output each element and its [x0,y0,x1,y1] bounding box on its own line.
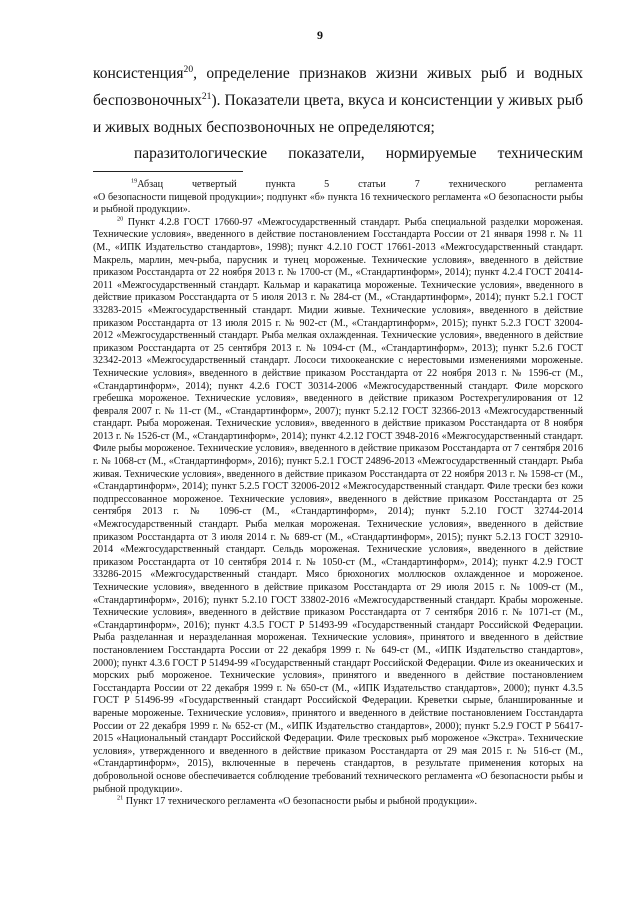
footnotes [93,179,583,809]
footnote-word: 5 [324,179,330,190]
body-word: показатели, [288,145,365,162]
footnote-word: $^{19}$Абзац [131,177,164,190]
footnote-word: регламента [534,179,583,190]
footnote-word: технического [448,179,506,190]
footnote-separator [93,171,243,172]
body-text-2: , определение признаков жизни живых рыб и водных беспозвоночных [93,65,583,109]
body-text-3: ). Показатели цвета, вкуса и консистенции у живых рыб и живых водных беспозвоночных не определяются; [93,92,583,136]
footnote-number-19: 19 [131,177,138,185]
footnote-word: пункта [265,179,296,190]
footnote-20-text: Пункт 4.2.8 ГОСТ 17660-97 «Межгосударственный стандарт. Рыба специальной разделки мороженая. Технические условия», введенного в действие постановлением Госстандарта России от 21 января 1998 г. № 11 (М., «ИПК Издательство стандартов», 1998); пункт 4.2.10 ГОСТ 17661-2013 «Межгосударственный стандарт. Макрель, марлин, меч-рыба, парусник и тунец мороженые. Технические условия», введенного в действие приказом Росстандарта от 22 ноября 2013 г. № 1700-ст (М., «Стандартинформ», 2014); пункт 4.2.4 ГОСТ 20414-2011 «Межгосударственный стандарт. Кальмар и каракатица мороженые. Технические условия», введенного в действие приказом Росстандарта от 5 июля 2013 г. № 284-ст (М., «Стандартинформ», 2014); пункт 5.2.1 ГОСТ 33283-2015 «Межгосударственный стандарт. Мидии живые. Технические условия», введенного в действие приказом Росстандарта от 13 июля 2015 г. № 902-ст (М., «Стандартинформ», 2015); пункт 5.2.3 ГОСТ 32004-2012 «Межгосударственный стандарт. Рыба мелкая охлажденная. Технические условия», введенного в действие приказом Росстандарта от 25 сентября 2013 г. № 1094-ст (М., «Стандартинформ», 2013); пункт 5.2.6 ГОСТ 32342-2013 «Межгосударственный стандарт. Лососи тихоокеанские с нерестовыми изменениями мороженые. Технические условия», введенного в действие приказом Росстандарта от 22 ноября 2013 г. № 1596-ст (М., «Стандартинформ», 2014); пункт 4.2.6 ГОСТ 30314-2006 «Межгосударственный стандарт. Филе морского гребешка мороженое. Технические условия», введенного в действие приказом Ростехрегулирования от 12 февраля 2007 г. № 11-ст (М., «Стандартинформ», 2007); пункт 5.2.12 ГОСТ 32366-2013 «Межгосударственный стандарт. Рыба мороженая. Технические условия», введенного в действие приказом Росстандарта от 8 ноября 2013 г. № 1526-ст (М., «Стандартинформ», 2014); пункт 4.2.12 ГОСТ 3948-2016 «Межгосударственный стандарт. Филе рыбы мороженое. Технические условия», введенного в действие приказом Росстандарта от 7 сентября 2016 г. № 1068-ст (М., «Стандартинформ», 2016); пункт 5.2.1 ГОСТ 24896-2013 «Межгосударственный стандарт. Рыба живая. Технические условия», введенного в действие приказом Росстандарта от 22 ноября 2013 г. № 1598-ст (М., «Стандартинформ», 2014); пункт 5.2.5 ГОСТ 32006-2012 «Межгосударственный стандарт. Филе трески без кожи подпрессованное мороженое. Технические условия», введенного в действие приказом Росстандарта от 25 сентября 2013 г. № 1096-ст (М., «Стандартинформ», 2014); пункт 5.2.10 ГОСТ 32744-2014 «Межгосударственный стандарт. Рыба мелкая мороженая. Технические условия», введенного в действие приказом Росстандарта от 3 июля 2014 г. № 689-ст (М., «Стандартинформ», 2015); пункт 5.2.13 ГОСТ 32910-2014 «Межгосударственный стандарт. Сельдь мороженая. Технические условия», введенного в действие приказом Росстандарта от 10 сентября 2014 г. № 1050-ст (М., «Стандартинформ», 2014); пункт 4.2.9 ГОСТ 33286-2015 «Межгосударственный стандарт. Мясо брюхоногих моллюсков охлажденное и мороженое. Технические условия», введенного в действие приказом Росстандарта от 29 июля 2015 г. № 1009-ст (М., «Стандартинформ», 2016); пункт 5.2.10 ГОСТ 33802-2016 «Межгосударственный стандарт. Крабы мороженые. Технические условия», введенного в действие приказом Росстандарта от 7 сентября 2016 г. № 1071-ст (М., «Стандартинформ», 2016); пункт 4.3.5 ГОСТ Р 51493-99 «Государственный стандарт Российской Федерации. Рыба разделанная и неразделанная мороженая. Технические условия», принятого и введенного в действие постановлением Госстандарта России от 22 декабря 1999 г. № 649-ст (М., «ИПК Издательство стандартов», 2000); пункт 4.3.6 ГОСТ Р 51494-99 «Государственный стандарт Российской Федерации. Филе из океанических и морских рыб мороженое. Технические условия», принятого и введенного в действие постановлением Госстандарта России от 22 декабря 1999 г. № 650-ст (М., «ИПК Издательство стандартов», 2000); пункт 4.3.5 ГОСТ Р 51496-99 «Государственный стандарт Российской Федерации. Креветки сырые, бланшированные и вареные мороженые. Технические условия», принятого и введенного в действие постановлением Госстандарта России от 22 декабря 1999 г. № 652-ст (М., «ИПК Издательство стандартов», 2000); пункт 5.2.9 ГОСТ Р 56417-2015 «Национальный стандарт Российской Федерации. Филе тресковых рыб мороженое «Экстра». Технические условия», утвержденного и введенного в действие приказом Росстандарта от 29 мая 2015 г. № 516-ст (М., «Стандартинформ», 2015), включенные в перечень стандартов, в результате применения которых на добровольной основе обеспечивается соблюдение требований технического регламента «О безопасности рыбы и рыбной продукции». [93,216,583,795]
footnote-word: четвертый [191,179,237,190]
page-number: 9 [317,28,323,42]
footnote-19-text: «О безопасности пищевой продукции»; подпункт «б» пункта 16 технического регламента «О безопасности рыбы и рыбной продукции». [93,191,583,216]
body-last-line [134,140,583,167]
body-word: техническим [497,145,583,162]
footnote-21 [93,796,583,809]
footnote-ref-21[interactable]: 21 [201,90,212,102]
footnote-ref-20[interactable]: 20 [183,63,194,75]
footnote-word: 7 [414,179,420,190]
footnote-19-first-line [93,179,583,192]
body-paragraph [93,60,583,141]
body-text-1: консистенция [93,65,184,82]
footnote-number-21: 21 [117,794,124,802]
body-word: паразитологические [134,145,268,162]
body-word: нормируемые [385,145,477,162]
footnote-word: статьи [358,179,386,190]
footnote-number-20: 20 [117,215,124,223]
footnote-21-text: Пункт 17 технического регламента «О безопасности рыбы и рыбной продукции». [125,796,478,808]
footnote-20 [93,217,583,796]
